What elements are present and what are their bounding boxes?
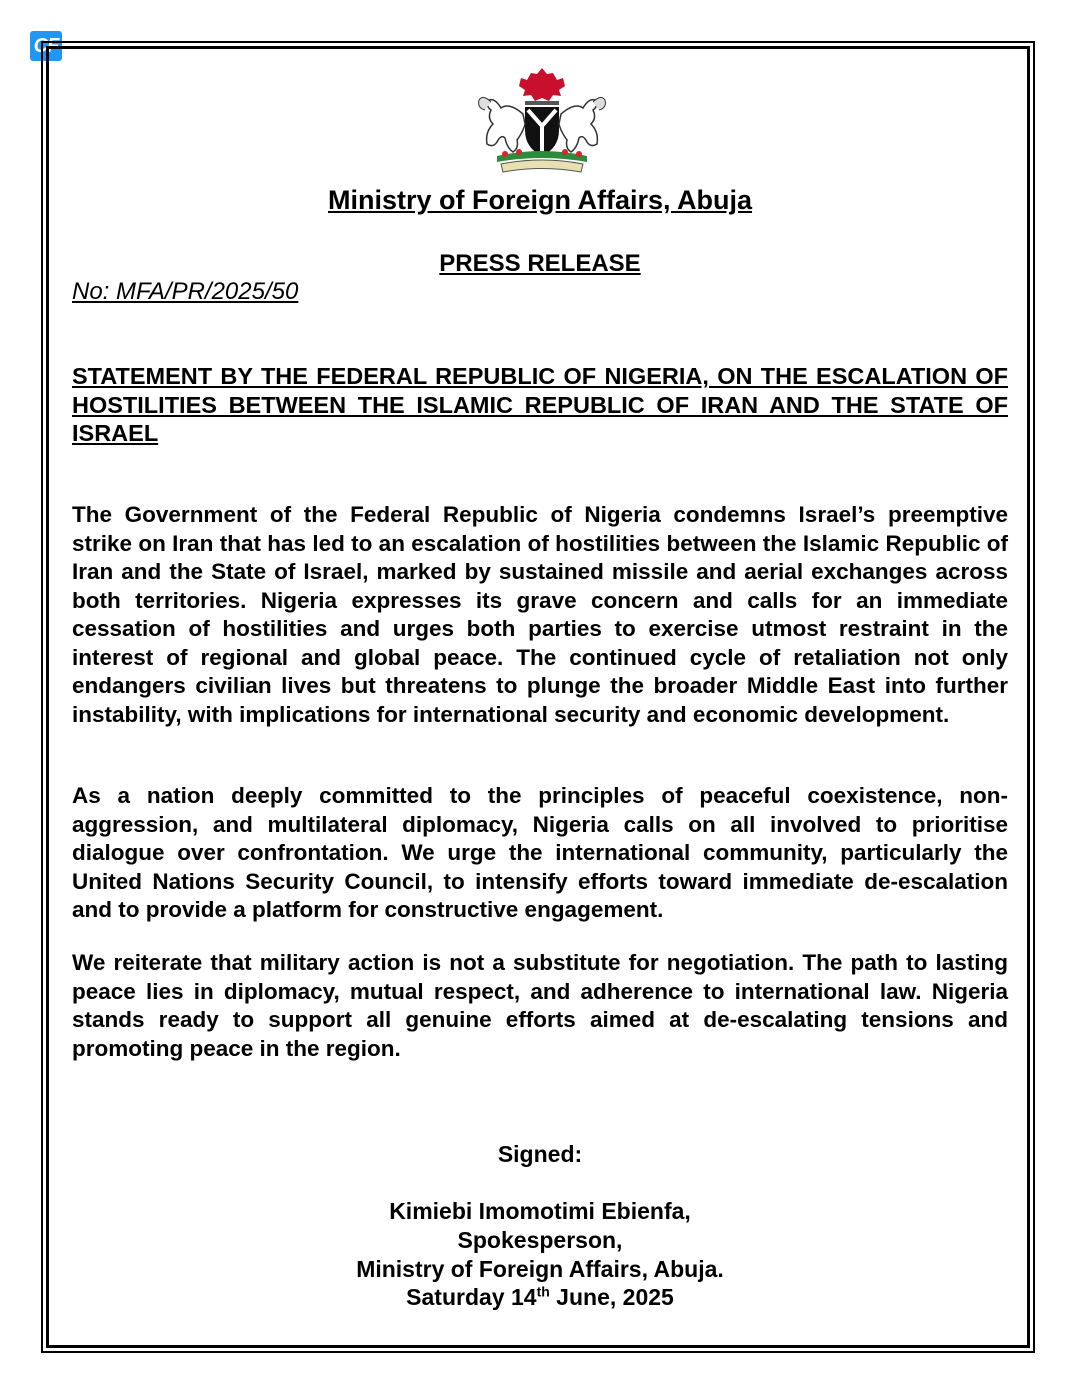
release-date [72,1283,1008,1312]
signatory-role: Spokesperson, [457,1227,623,1253]
date-rest: June, 2025 [549,1284,674,1310]
press-release-label: PRESS RELEASE [439,250,641,277]
body-paragraph: The Government of the Federal Republic of Nigeria condemns Israel’s preemptive strike on Iran that has led to an escalation of hostilities between the Islamic Republic of Iran and the State of Israel, marked by sustained missile and aerial exchanges across both territories. Nigeria expresses its grave concern and calls for an immediate cessation of hostilities and urges both parties to exercise utmost restraint in the interest of regional and global peace. The continued cycle of retaliation not only endangers civilian lives but threatens to plunge the broader Middle East into further instability, with implications for international security and economic development. [72,502,1008,727]
date-prefix: Saturday 14 [406,1284,537,1310]
signatory-name: Kimiebi Imomotimi Ebienfa, [389,1198,691,1224]
signed-label: Signed: [497,1141,583,1167]
reference-number: No: MFA/PR/2025/50 [72,278,299,305]
body-paragraph: We reiterate that military action is not a substitute for negotiation. The path to lasting peace lies in diplomacy, mutual respect, and adherence to international law. Nigeria stands ready to support all genuine efforts aimed at de-escalating tensions and promoting peace in the region. [72,950,1008,1061]
date-ordinal-suffix: th [536,1283,550,1300]
coat-of-arms-emblem [461,64,623,178]
app-badge: CF [30,31,62,61]
body-paragraph: As a nation deeply committed to the principles of peaceful coexistence, non-aggression, and multilateral diplomacy, Nigeria calls on all involved to prioritise dialogue over confrontation. We urge the international community, particularly the United Nations Security Council, to intensify efforts toward immediate de-escalation and to provide a platform for constructive engagement. [72,783,1008,922]
statement-heading: STATEMENT BY THE FEDERAL REPUBLIC OF NIGERIA, ON THE ESCALATION OF HOSTILITIES BETWEEN THE ISLAMIC REPUBLIC OF IRAN AND THE STATE OF ISRAEL [72,363,1008,446]
signatory-organization: Ministry of Foreign Affairs, Abuja. [356,1256,724,1282]
ministry-title: Ministry of Foreign Affairs, Abuja [327,185,753,215]
